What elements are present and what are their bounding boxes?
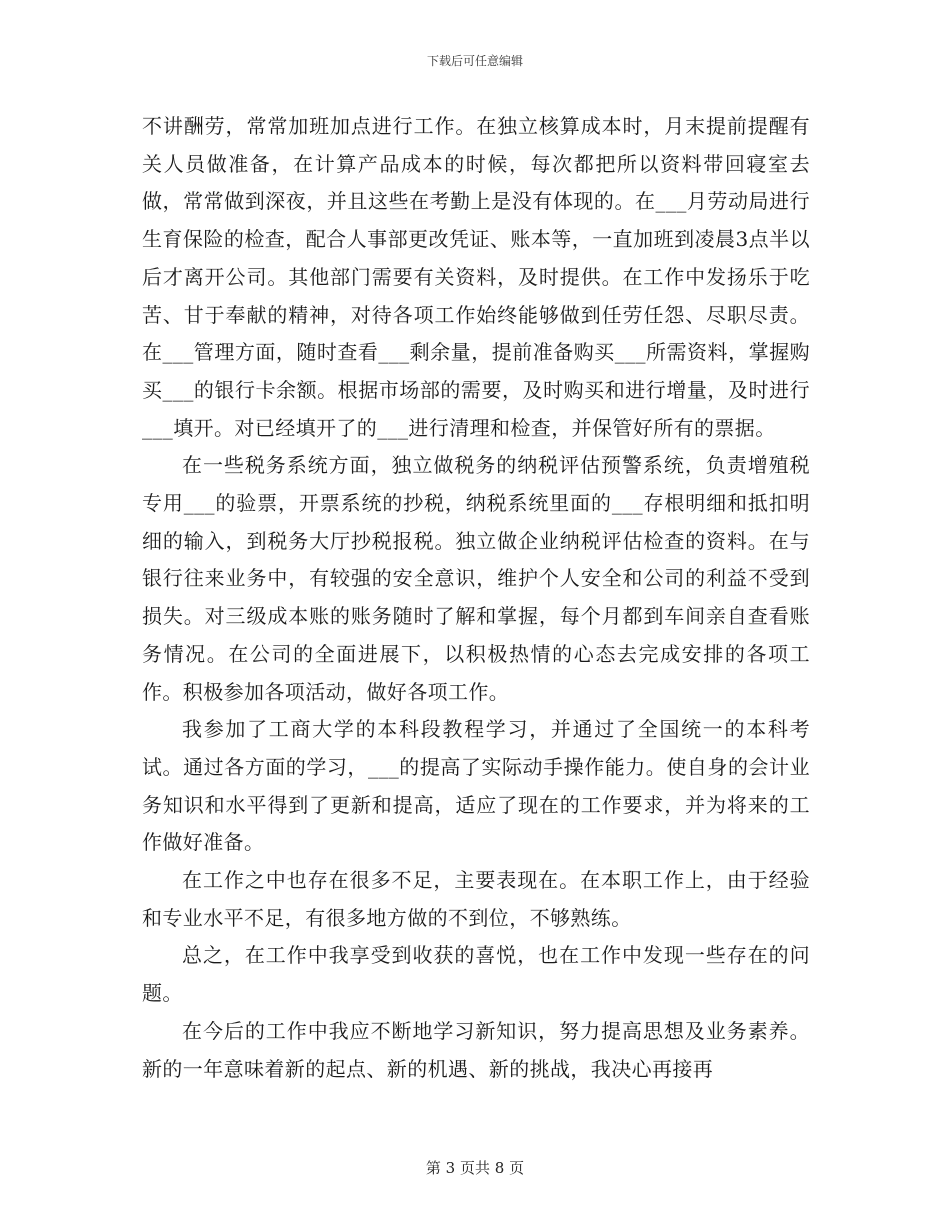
page-footer: 第 3 页共 8 页 xyxy=(425,1159,525,1177)
paragraph-4: 在工作之中也存在很多不足，主要表现在。在本职工作上，由于经验和专业水平不足，有很多地方做的不到位，不够熟练。 xyxy=(142,868,810,930)
page-header: 下载后可任意编辑 xyxy=(426,54,523,68)
document-body xyxy=(142,108,810,1088)
paragraph-5: 总之，在工作中我享受到收获的喜悦，也在工作中发现一些存在的问题。 xyxy=(142,943,810,1006)
paragraph-2: 在一些税务系统方面，独立做税务的纳税评估预警系统，负责增殖税专用___的验票，开票系统的抄税，纳税系统里面的___存根明细和抵扣明细的输入，到税务大厅抄税报税。独立做企业纳税评估检查的资料。在与银行往来业务中，有较强的安全意识，维护个人安全和公司的利益不受到损失。对三级成本账的账务随时了解和掌握，每个月都到车间亲自查看账务情况。在公司的全面进展下，以积极热情的心态去完成安排的各项工作。积极参加各项活动，做好各项工作。 xyxy=(142,453,810,704)
paragraph-6: 在今后的工作中我应不断地学习新知识，努力提高思想及业务素养。新的一年意味着新的起点、新的机遇、新的挑战，我决心再接再 xyxy=(142,1018,810,1081)
paragraph-1: 不讲酬劳，常常加班加点进行工作。在独立核算成本时，月末提前提醒有关人员做准备，在计算产品成本的时候，每次都把所以资料带回寝室去做，常常做到深夜，并且这些在考勤上是没有体现的。在___月劳动局进行生育保险的检查，配合人事部更改凭证、账本等，一直加班到凌晨3点半以后才离开公司。其他部门需要有关资料，及时提供。在工作中发扬乐于吃苦、甘于奉献的精神，对待各项工作始终能够做到任劳任怨、尽职尽责。在___管理方面，随时查看___剩余量，提前准备购买___所需资料，掌握购买___的银行卡余额。根据市场部的需要，及时购买和进行增量，及时进行___填开。对已经填开了的___进行清理和检查，并保管好所有的票据。 xyxy=(142,114,810,440)
paragraph-3: 我参加了工商大学的本科段教程学习，并通过了全国统一的本科考试。通过各方面的学习，___的提高了实际动手操作能力。使自身的会计业务知识和水平得到了更新和提高，适应了现在的工作要求，并为将来的工作做好准备。 xyxy=(142,717,810,855)
